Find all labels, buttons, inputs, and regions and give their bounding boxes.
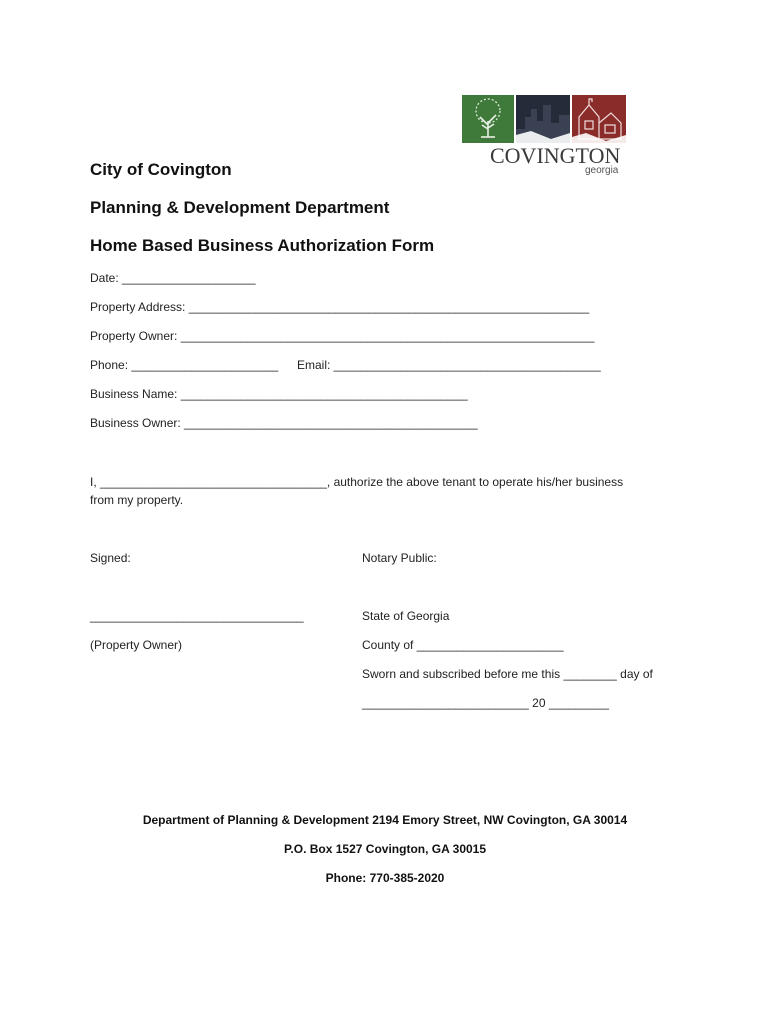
owner-caption: (Property Owner) — [90, 638, 183, 652]
notary-date-field[interactable]: _________________________ 20 _________ — [362, 696, 609, 710]
notary-county-field[interactable]: County of ______________________ — [362, 638, 564, 652]
notary-label: Notary Public: — [362, 551, 437, 565]
authorization-statement[interactable]: I, __________________________________, authorize the above tenant to operate his/her business — [90, 475, 624, 489]
phone-field[interactable]: Phone: ______________________ — [90, 358, 279, 372]
logo-wordmark: COVINGTON — [490, 143, 621, 168]
business-name-field[interactable]: Business Name: ___________________________________________ — [90, 387, 468, 401]
date-field[interactable]: Date: ____________________ — [90, 271, 256, 285]
form-title: Home Based Business Authorization Form — [90, 236, 435, 255]
notary-state: State of Georgia — [362, 609, 450, 623]
footer-address: Department of Planning & Development 2194 Emory Street, NW Covington, GA 30014 — [142, 813, 628, 827]
notary-sworn-field[interactable]: Sworn and subscribed before me this ________ day of — [362, 667, 653, 681]
property-address-field[interactable]: Property Address: ____________________________________________________________ — [90, 300, 590, 314]
property-owner-field[interactable]: Property Owner: ______________________________________________________________ — [90, 329, 595, 343]
footer-po-box: P.O. Box 1527 Covington, GA 30015 — [283, 842, 487, 856]
covington-logo — [461, 93, 627, 175]
city-heading: City of Covington — [90, 160, 232, 179]
owner-signature-line[interactable]: ________________________________ — [90, 609, 304, 623]
logo-subtext: georgia — [585, 165, 619, 175]
department-heading: Planning & Development Department — [90, 198, 390, 217]
authorization-statement-cont: from my property. — [90, 493, 184, 507]
footer-phone: Phone: 770-385-2020 — [325, 871, 445, 885]
business-owner-field[interactable]: Business Owner: ____________________________________________ — [90, 416, 478, 430]
email-field[interactable]: Email: ________________________________________ — [297, 358, 601, 372]
signed-label: Signed: — [90, 551, 131, 565]
